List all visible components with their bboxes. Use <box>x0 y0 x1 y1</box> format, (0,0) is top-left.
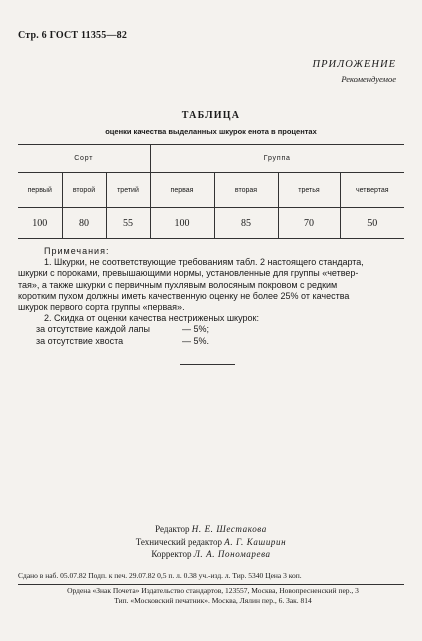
credit-role: Технический редактор <box>135 536 222 547</box>
imprint-line: Сдано в наб. 05.07.82 Подп. к печ. 29.07.82 0,5 п. л. 0.38 уч.-изд. л. Тир. 5340 Цена 3 коп. <box>18 571 302 580</box>
publisher-info <box>18 586 408 605</box>
column-header: четвертая <box>340 173 404 208</box>
table-cell: 85 <box>214 208 278 239</box>
credits-block <box>0 523 422 561</box>
discount-label: за отсутствие хвоста <box>36 335 124 346</box>
credit-tech-editor <box>0 536 422 549</box>
table-column-header-row <box>18 173 404 208</box>
table-cell: 55 <box>106 208 150 239</box>
notes-line: коротким пухом должны иметь качественную оценку не более 25% от качества <box>18 290 350 301</box>
notes-line: шкурок первого сорта группы «первая». <box>18 302 185 313</box>
table-subtitle: оценки качества выделанных шкурок енота в процентах <box>105 127 317 136</box>
appendix-subtitle: Рекомендуемое <box>341 74 396 84</box>
header-sort: Сорт <box>18 145 150 173</box>
table-title: ТАБЛИЦА <box>181 110 241 121</box>
appendix-title: ПРИЛОЖЕНИЕ <box>312 59 396 70</box>
notes-block <box>18 246 408 347</box>
table-group-header-row <box>18 145 404 173</box>
section-divider <box>180 364 235 365</box>
column-header: второй <box>62 173 106 208</box>
discount-value: — 5%. <box>182 335 210 346</box>
notes-line: тая», а также шкурки с первичным пухлявым волосяным покровом с редким <box>18 279 338 290</box>
table-cell: 100 <box>150 208 214 239</box>
table-cell: 70 <box>278 208 340 239</box>
table-cell: 50 <box>340 208 404 239</box>
imprint-divider <box>18 584 404 585</box>
credit-name: А. Г. Каширин <box>224 536 287 547</box>
quality-table <box>18 144 404 239</box>
credit-name: Л. А. Пономарева <box>193 549 271 560</box>
discount-row <box>18 336 408 347</box>
table-cell: 100 <box>18 208 62 239</box>
notes-heading: Примечания: <box>44 246 110 256</box>
discount-value: — 5%; <box>182 324 210 335</box>
column-header: первый <box>18 173 62 208</box>
column-header: третья <box>278 173 340 208</box>
column-header: третий <box>106 173 150 208</box>
credit-editor <box>0 523 422 536</box>
publisher-line: Ордена «Знак Почета» Издательство стандартов, 123557, Москва, Новопресненский пер., 3 <box>67 586 359 595</box>
column-header: первая <box>150 173 214 208</box>
table-row <box>18 208 404 239</box>
notes-line: 1. Шкурки, не соответствующие требованиям табл. 2 настоящего стандарта, <box>44 257 364 268</box>
credit-role: Корректор <box>151 549 192 560</box>
column-header: вторая <box>214 173 278 208</box>
discount-row <box>18 324 408 335</box>
credit-role: Редактор <box>155 524 190 534</box>
credit-name: Н. Е. Шестакова <box>191 524 267 534</box>
credit-proofreader <box>0 548 422 561</box>
publisher-line: Тип. «Московский печатник». Москва, Лялин пер., 6. Зак. 814 <box>114 595 312 605</box>
discount-label: за отсутствие каждой лапы <box>36 324 150 335</box>
notes-line: 2. Скидка от оценки качества нестриженых шкурок: <box>44 313 259 324</box>
table-cell: 80 <box>62 208 106 239</box>
page-header: Стр. 6 ГОСТ 11355—82 <box>18 30 128 41</box>
notes-line: шкурки с пороками, превышающими нормы, установленные для группы «четвер- <box>18 268 359 279</box>
header-group: Группа <box>150 145 404 173</box>
